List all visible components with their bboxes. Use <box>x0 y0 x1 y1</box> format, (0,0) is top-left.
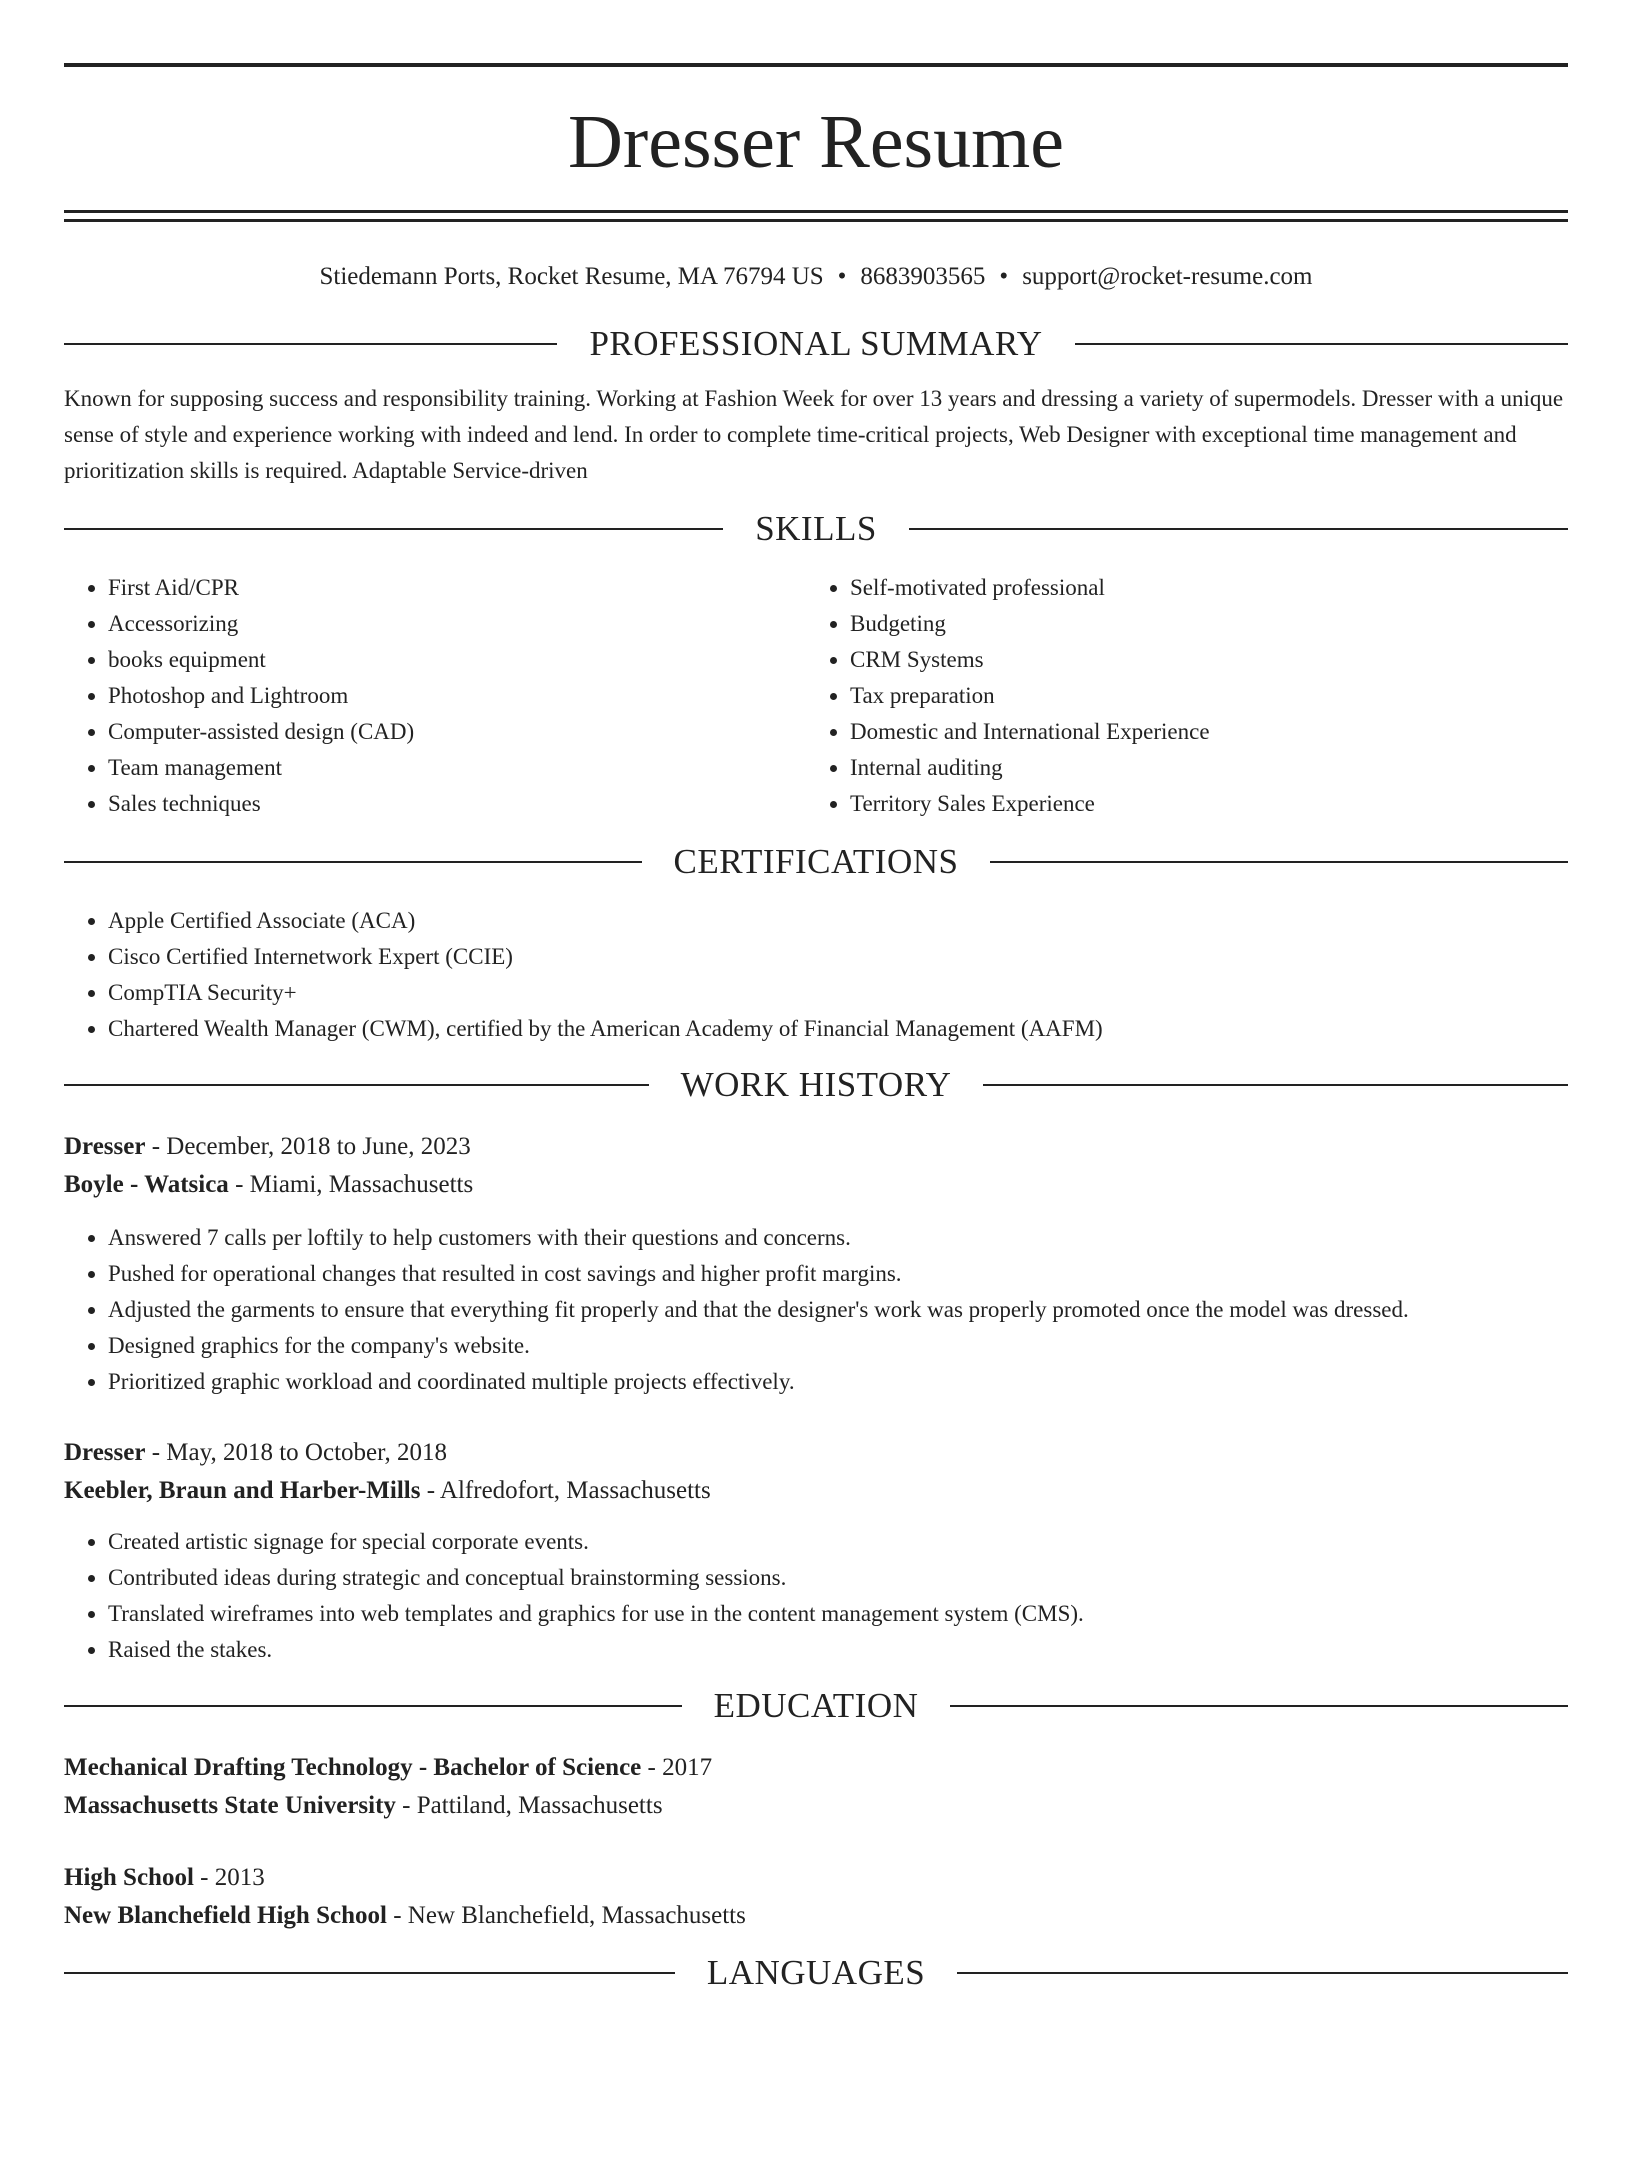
education-school-line <box>64 1787 1568 1825</box>
skill-item: • Accessorizing <box>108 606 806 642</box>
education-school-line <box>64 1897 1568 1935</box>
education-year: - 2017 <box>641 1754 713 1781</box>
skill-item: • Sales techniques <box>108 786 806 822</box>
job-bullet: • Answered 7 calls per loftily to help customers with their questions and concerns. <box>108 1220 1568 1256</box>
section-heading-education <box>64 1688 1568 1723</box>
skills-list <box>64 570 1568 822</box>
job-company: Boyle - Watsica <box>64 1171 229 1198</box>
education-degree: Mechanical Drafting Technology - Bachelor of Science <box>64 1754 642 1781</box>
skill-item: • CRM Systems <box>850 642 1548 678</box>
section-heading-label: CERTIFICATIONS <box>673 842 959 881</box>
job-title-line <box>64 1128 1568 1166</box>
contact-address: Stiedemann Ports, Rocket Resume, MA 76794 US <box>319 263 824 290</box>
job-bullet: • Contributed ideas during strategic and conceptual brainstorming sessions. <box>108 1560 1568 1596</box>
skill-item: • Photoshop and Lightroom <box>108 678 806 714</box>
section-heading-certifications <box>64 844 1568 879</box>
job-bullet: • Translated wireframes into web templates and graphics for use in the content management system (CMS). <box>108 1596 1568 1632</box>
skill-item: • Team management <box>108 750 806 786</box>
contact-line <box>64 262 1568 292</box>
education-location: - Pattiland, Massachusetts <box>395 1792 663 1819</box>
job-location: - Alfredofort, Massachusetts <box>420 1477 711 1504</box>
education-school: Massachusetts State University <box>64 1792 396 1819</box>
section-heading-skills <box>64 511 1568 546</box>
section-heading-languages <box>64 1955 1568 1990</box>
job-bullet: • Pushed for operational changes that resulted in cost savings and higher profit margins. <box>108 1256 1568 1292</box>
certification-item: • Apple Certified Associate (ACA) <box>108 903 1568 939</box>
job-bullets <box>64 1524 1568 1668</box>
education-year: - 2013 <box>193 1864 265 1891</box>
skill-item: • Internal auditing <box>850 750 1548 786</box>
section-heading-label: PROFESSIONAL SUMMARY <box>589 324 1043 363</box>
job-title: Dresser <box>64 1133 146 1160</box>
job-bullet: • Designed graphics for the company's website. <box>108 1328 1568 1364</box>
certification-item: • CompTIA Security+ <box>108 975 1568 1011</box>
job-bullet: • Raised the stakes. <box>108 1632 1568 1668</box>
job-dates: - December, 2018 to June, 2023 <box>145 1133 471 1160</box>
skills-column-left <box>64 570 806 822</box>
job-entry <box>64 1434 1568 1668</box>
job-company-line <box>64 1472 1568 1510</box>
education-entry <box>64 1749 1568 1825</box>
education-location: - New Blanchefield, Massachusetts <box>386 1902 746 1929</box>
job-entry <box>64 1128 1568 1400</box>
contact-separator: • <box>837 263 847 290</box>
job-bullet: • Prioritized graphic workload and coordinated multiple projects effectively. <box>108 1364 1568 1400</box>
section-heading-label: LANGUAGES <box>706 1953 926 1992</box>
skill-item: • Tax preparation <box>850 678 1548 714</box>
title-double-rule <box>64 210 1568 222</box>
job-bullet: • Adjusted the garments to ensure that everything fit properly and that the designer's work was properly promoted once the model was dressed. <box>108 1292 1568 1328</box>
skill-item: • Budgeting <box>850 606 1548 642</box>
section-heading-label: WORK HISTORY <box>680 1065 952 1104</box>
job-bullet: • Created artistic signage for special corporate events. <box>108 1524 1568 1560</box>
job-bullets <box>64 1220 1568 1400</box>
education-degree: High School <box>64 1864 194 1891</box>
certification-item: • Cisco Certified Internetwork Expert (CCIE) <box>108 939 1568 975</box>
job-company: Keebler, Braun and Harber-Mills <box>64 1477 421 1504</box>
contact-email: support@rocket-resume.com <box>1022 263 1313 290</box>
education-degree-line <box>64 1749 1568 1787</box>
skill-item: • Territory Sales Experience <box>850 786 1548 822</box>
skill-item: • Domestic and International Experience <box>850 714 1548 750</box>
skills-column-right <box>806 570 1548 822</box>
education-entry <box>64 1859 1568 1935</box>
education-degree-line <box>64 1859 1568 1897</box>
education-school: New Blanchefield High School <box>64 1902 387 1929</box>
contact-phone: 8683903565 <box>860 263 986 290</box>
summary-text: Known for supposing success and responsibility training. Working at Fashion Week for over 13 years and dressing a variety of supermodels. Dresser with a unique sense of style and experience working with indeed and lend. In order to complete time-critical projects, Web Designer with exceptional time management and prioritization skills is required. Adaptable Service-driven <box>64 386 1564 483</box>
section-heading-label: SKILLS <box>755 509 877 548</box>
certification-item: • Chartered Wealth Manager (CWM), certified by the American Academy of Financial Management (AAFM) <box>108 1011 1568 1047</box>
job-company-line <box>64 1166 1568 1204</box>
resume-page <box>64 63 1568 1990</box>
resume-title: Dresser Resume <box>568 100 1064 184</box>
contact-separator: • <box>999 263 1009 290</box>
skill-item: • Self-motivated professional <box>850 570 1548 606</box>
section-heading-work <box>64 1067 1568 1102</box>
section-heading-summary <box>64 326 1568 361</box>
top-rule <box>64 63 1568 67</box>
job-title: Dresser <box>64 1439 146 1466</box>
section-heading-label: EDUCATION <box>713 1686 919 1725</box>
skill-item: • books equipment <box>108 642 806 678</box>
skill-item: • Computer-assisted design (CAD) <box>108 714 806 750</box>
job-dates: - May, 2018 to October, 2018 <box>145 1439 447 1466</box>
skill-item: • First Aid/CPR <box>108 570 806 606</box>
certifications-list <box>64 903 1568 1047</box>
job-title-line <box>64 1434 1568 1472</box>
job-location: - Miami, Massachusetts <box>228 1171 474 1198</box>
